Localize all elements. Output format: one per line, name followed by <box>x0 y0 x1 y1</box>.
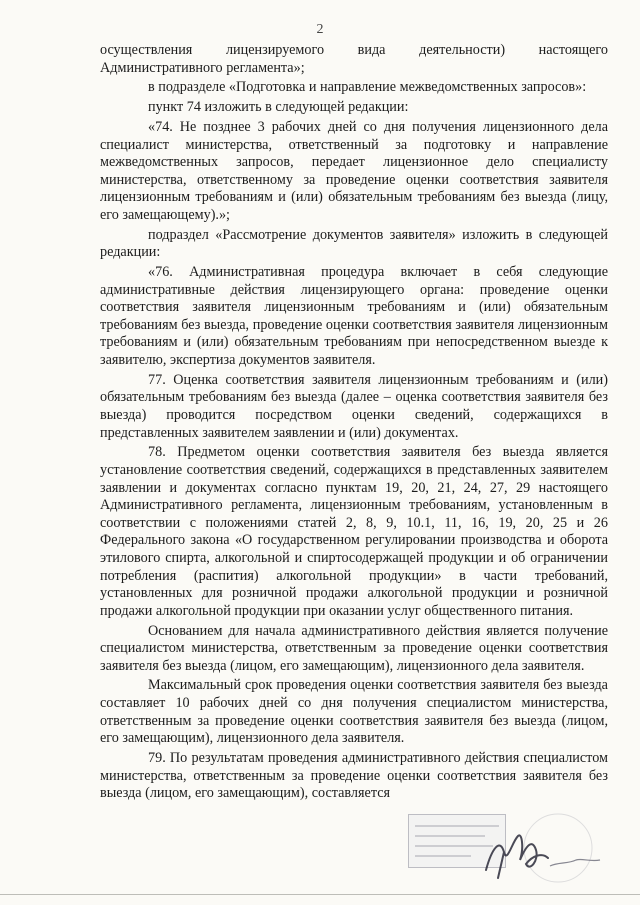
paragraph: осуществления лицензируемого вида деятельности) настоящего Административного регламента»; <box>100 42 608 76</box>
stamp-signature <box>408 808 608 886</box>
paragraph: в подразделе «Подготовка и направление межведомственных запросов»: <box>148 79 587 96</box>
page-number: 2 <box>316 22 324 37</box>
stamp-line <box>415 825 499 827</box>
paragraph: 78. Предметом оценки соответствия заявителя без выезда является установление соответствия сведений, содержащихся в представленных заявителем заявлении и документах согласно пунктам 19, 20, 21, 24, 27, 29 настоящего Административного регламента, лицензионным требованиям, установленным в соответствии с положениями статей 2, 8, 9, 10.1, 11, 16, 19, 20, 25 и 26 Федерального закона «О государственном регулировании производства и оборота этилового спирта, алкогольной и спиртосодержащей продукции и об ограничении потребления (распития) алкогольной продукции» в части требований, установленных для розничной продажи алкогольной продукции и розничной продажи алкогольной продукции при оказании услуг общественного питания. <box>100 444 608 619</box>
page-bottom-rule <box>0 894 640 895</box>
document-body <box>100 42 608 805</box>
stamp-line <box>415 845 493 847</box>
paragraph: «74. Не позднее 3 рабочих дней со дня получения лицензионного дела специалист министерства, ответственный за подготовку и направление межведомственных запросов, передает лицензионное дело специалисту министерства, ответственному за проведение оценки соответствия заявителя лицензионным требованиям и (или) обязательным требованиям без выезда (лицу, его замещающему).»; <box>100 118 608 223</box>
stamp-line <box>415 855 471 857</box>
stamp-line <box>415 835 485 837</box>
signature-icon <box>408 808 608 886</box>
stamp-box <box>408 814 506 868</box>
paragraph: «76. Административная процедура включает в себя следующие административные действия лицензирующего органа: проведение оценки соответствия заявителя лицензионным требованиям и (или) обязательным требованиям без выезда, проведение оценки соответствия заявителя лицензионным требованиям и (или) обязательным требованиям при непосредственном выезде к заявителю, экспертиза документов заявителя. <box>100 264 608 369</box>
paragraph: пункт 74 изложить в следующей редакции: <box>148 99 409 116</box>
paragraph: подраздел «Рассмотрение документов заявителя» изложить в следующей редакции: <box>100 226 608 261</box>
paragraph: 79. По результатам проведения административного действия специалистом министерства, ответственным за проведение оценки соответствия заявителя без выезда (лицом, его замещающим), составляется <box>100 750 608 802</box>
paragraph: 77. Оценка соответствия заявителя лицензионным требованиям и (или) обязательным требованиям без выезда (далее – оценка соответствия заявителя без выезда) проводится посредством оценки сведений, содержащихся в представленных заявителем заявлении и (или) документах. <box>100 371 608 441</box>
paragraph: Максимальный срок проведения оценки соответствия заявителя без выезда составляет 10 рабочих дней со дня получения специалистом министерства, ответственным за проведение оценки соответствия заявителя без выезда (лицом, его замещающим), лицензионного дела заявителя. <box>100 677 608 747</box>
paragraph: Основанием для начала административного действия является получение специалистом министерства, ответственным за проведение оценки соответствия заявителя без выезда (лицом, его замещающим), лицензионного дела заявителя. <box>100 622 608 674</box>
